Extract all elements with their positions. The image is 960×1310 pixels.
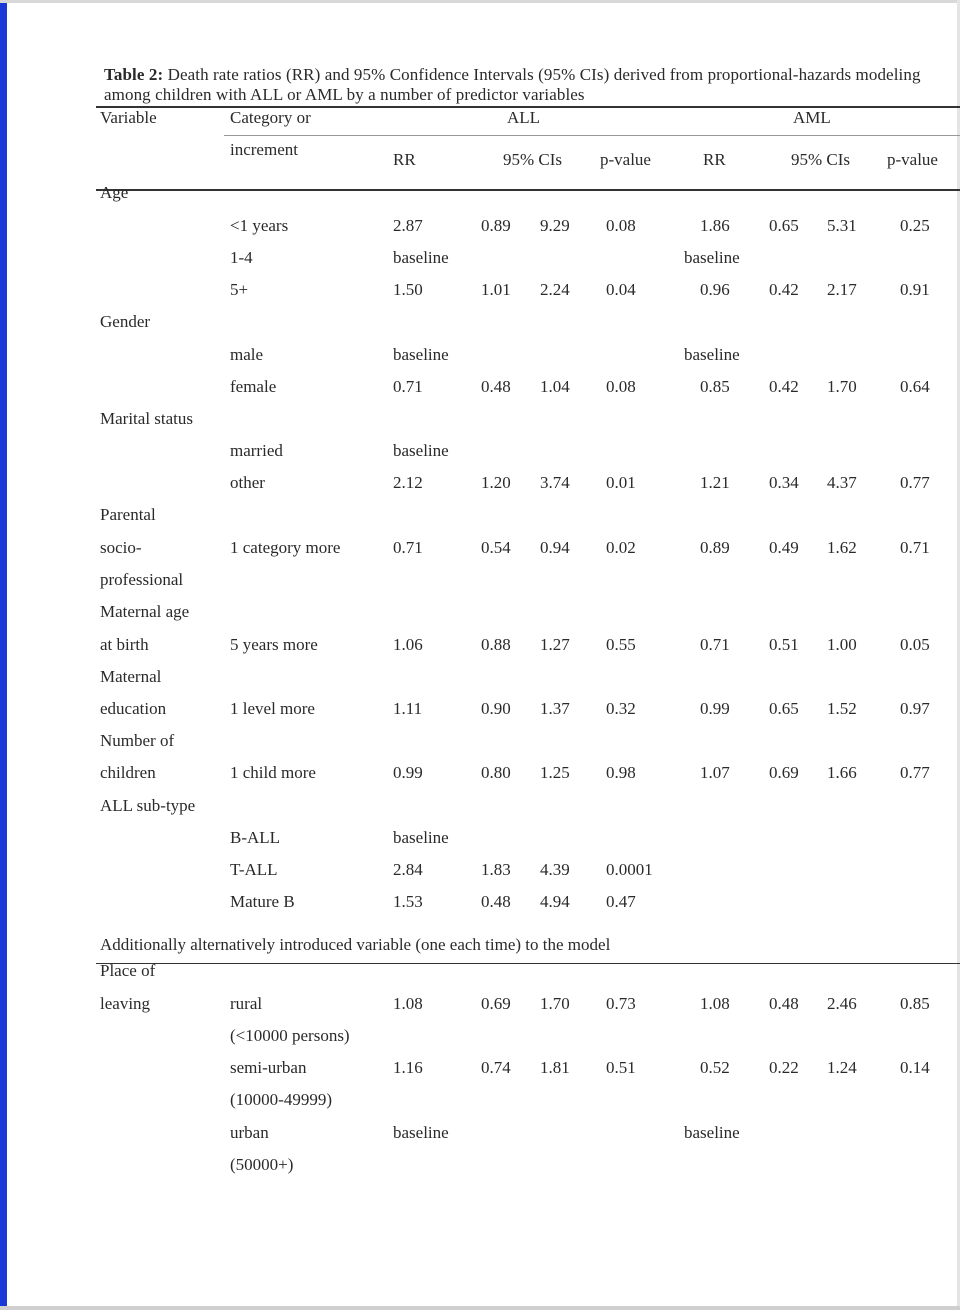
cell-category: urban [230, 1123, 269, 1142]
cell-all-p: 0.0001 [606, 860, 653, 879]
cell-aml-rr: 0.89 [700, 538, 730, 557]
cell-aml-p: 0.64 [900, 377, 930, 396]
cell-category: married [230, 441, 283, 460]
table-caption-text: Death rate ratios (RR) and 95% Confidence Intervals (95% CIs) derived from proportional-hazards modeling among children with ALL or AML by a number of predictor variables [104, 65, 921, 104]
table-caption [104, 65, 944, 105]
header-rule [96, 189, 960, 191]
cell-category: semi-urban [230, 1058, 307, 1077]
cell-all-rr: baseline [393, 828, 449, 847]
cell-all-rr: 1.53 [393, 892, 423, 911]
cell-aml-ci-high: 4.37 [827, 473, 857, 492]
cell-all-rr: baseline [393, 248, 449, 267]
cell-all-ci-low: 0.90 [481, 699, 511, 718]
header-increment: increment [230, 140, 298, 159]
cell-category: male [230, 345, 264, 364]
header-aml-ci: 95% CIs [791, 150, 851, 169]
cell-aml-p: 0.77 [900, 763, 930, 782]
scan-left-edge [0, 0, 7, 1310]
cell-variable: Place of [100, 961, 156, 980]
cell-variable: Marital status [100, 409, 194, 428]
cell-aml-ci-high: 1.00 [827, 635, 857, 654]
cell-category: (<10000 persons) [230, 1026, 350, 1045]
cell-variable: Maternal [100, 667, 162, 686]
cell-variable: Gender [100, 312, 151, 331]
cell-all-ci-high: 4.39 [540, 860, 570, 879]
section-rule [96, 963, 960, 964]
cell-all-rr: 0.71 [393, 377, 423, 396]
cell-all-rr: 2.87 [393, 216, 423, 235]
cell-variable: education [100, 699, 167, 718]
cell-aml-rr: 1.07 [700, 763, 730, 782]
cell-aml-rr: 0.52 [700, 1058, 730, 1077]
cell-variable: professional [100, 570, 184, 589]
cell-all-ci-low: 0.89 [481, 216, 511, 235]
cell-aml-ci-high: 1.62 [827, 538, 857, 557]
cell-all-ci-low: 0.48 [481, 377, 511, 396]
cell-all-p: 0.55 [606, 635, 636, 654]
cell-category: (10000-49999) [230, 1090, 332, 1109]
group-rule [224, 135, 960, 136]
cell-aml-p: 0.85 [900, 994, 930, 1013]
cell-aml-p: 0.77 [900, 473, 930, 492]
cell-all-ci-low: 1.83 [481, 860, 511, 879]
cell-variable: leaving [100, 994, 151, 1013]
cell-all-p: 0.08 [606, 377, 636, 396]
cell-all-rr: 1.50 [393, 280, 423, 299]
cell-all-ci-high: 1.27 [540, 635, 570, 654]
cell-all-p: 0.47 [606, 892, 636, 911]
cell-all-rr: baseline [393, 441, 449, 460]
cell-all-ci-low: 1.01 [481, 280, 511, 299]
cell-category: other [230, 473, 265, 492]
cell-aml-ci-high: 1.24 [827, 1058, 857, 1077]
cell-all-rr: 0.71 [393, 538, 423, 557]
cell-category: 5+ [230, 280, 249, 299]
cell-all-rr: 1.16 [393, 1058, 423, 1077]
cell-all-ci-low: 0.88 [481, 635, 511, 654]
cell-all-ci-low: 0.74 [481, 1058, 511, 1077]
cell-aml-p: 0.97 [900, 699, 930, 718]
cell-aml-rr: baseline [684, 1123, 740, 1142]
cell-aml-rr: 0.85 [700, 377, 730, 396]
cell-variable: Number of [100, 731, 175, 750]
header-aml-group: AML [793, 108, 831, 127]
cell-aml-ci-low: 0.34 [769, 473, 799, 492]
header-aml-rr: RR [703, 150, 726, 169]
cell-aml-rr: 0.96 [700, 280, 730, 299]
cell-all-rr: 1.06 [393, 635, 423, 654]
cell-all-ci-high: 1.25 [540, 763, 570, 782]
cell-all-ci-high: 1.70 [540, 994, 570, 1013]
cell-aml-ci-low: 0.69 [769, 763, 799, 782]
header-all-p: p-value [600, 150, 651, 169]
cell-category: 5 years more [230, 635, 318, 654]
cell-all-rr: baseline [393, 1123, 449, 1142]
cell-all-p: 0.02 [606, 538, 636, 557]
cell-category: T-ALL [230, 860, 278, 879]
cell-all-ci-low: 1.20 [481, 473, 511, 492]
cell-aml-ci-low: 0.65 [769, 699, 799, 718]
cell-aml-rr: 0.71 [700, 635, 730, 654]
scan-bottom-edge [0, 1306, 960, 1310]
cell-all-rr: baseline [393, 345, 449, 364]
scan-top-edge [0, 0, 960, 3]
cell-all-ci-low: 0.54 [481, 538, 511, 557]
cell-aml-p: 0.25 [900, 216, 930, 235]
cell-all-ci-high: 1.04 [540, 377, 570, 396]
cell-aml-rr: 0.99 [700, 699, 730, 718]
cell-category: rural [230, 994, 263, 1013]
cell-aml-ci-high: 2.46 [827, 994, 857, 1013]
cell-variable: Age [100, 183, 129, 202]
cell-aml-ci-high: 1.52 [827, 699, 857, 718]
cell-aml-ci-high: 5.31 [827, 216, 857, 235]
cell-variable: socio- [100, 538, 142, 557]
cell-category: 1 child more [230, 763, 316, 782]
cell-all-ci-low: 0.48 [481, 892, 511, 911]
cell-aml-ci-low: 0.42 [769, 377, 799, 396]
cell-all-ci-high: 2.24 [540, 280, 570, 299]
cell-all-p: 0.98 [606, 763, 636, 782]
cell-aml-p: 0.91 [900, 280, 930, 299]
table-caption-label: Table 2: [104, 65, 164, 84]
cell-category: <1 years [230, 216, 289, 235]
cell-all-p: 0.08 [606, 216, 636, 235]
cell-all-rr: 0.99 [393, 763, 423, 782]
cell-all-rr: 1.11 [393, 699, 423, 718]
cell-aml-p: 0.71 [900, 538, 930, 557]
cell-variable: Maternal age [100, 602, 190, 621]
cell-variable: ALL sub-type [100, 796, 196, 815]
cell-aml-ci-low: 0.51 [769, 635, 799, 654]
cell-all-ci-high: 0.94 [540, 538, 570, 557]
cell-aml-p: 0.05 [900, 635, 930, 654]
cell-aml-ci-high: 1.70 [827, 377, 857, 396]
header-aml-p: p-value [887, 150, 938, 169]
cell-variable: at birth [100, 635, 149, 654]
cell-all-p: 0.73 [606, 994, 636, 1013]
cell-all-ci-high: 3.74 [540, 473, 570, 492]
cell-aml-rr: 1.86 [700, 216, 730, 235]
cell-all-p: 0.04 [606, 280, 636, 299]
cell-aml-rr: 1.08 [700, 994, 730, 1013]
cell-aml-rr: baseline [684, 345, 740, 364]
cell-variable: Parental [100, 505, 156, 524]
cell-variable: children [100, 763, 156, 782]
section-note: Additionally alternatively introduced variable (one each time) to the model [100, 935, 611, 954]
cell-aml-ci-low: 0.65 [769, 216, 799, 235]
cell-all-rr: 2.84 [393, 860, 423, 879]
cell-all-ci-high: 1.37 [540, 699, 570, 718]
cell-all-p: 0.51 [606, 1058, 636, 1077]
cell-category: Mature B [230, 892, 295, 911]
cell-aml-ci-low: 0.48 [769, 994, 799, 1013]
header-all-rr: RR [393, 150, 416, 169]
cell-all-p: 0.32 [606, 699, 636, 718]
cell-all-ci-high: 4.94 [540, 892, 570, 911]
cell-category: 1-4 [230, 248, 253, 267]
cell-all-p: 0.01 [606, 473, 636, 492]
cell-category: 1 category more [230, 538, 341, 557]
cell-aml-ci-high: 2.17 [827, 280, 857, 299]
cell-aml-ci-low: 0.42 [769, 280, 799, 299]
cell-aml-ci-low: 0.49 [769, 538, 799, 557]
cell-category: female [230, 377, 277, 396]
header-variable: Variable [100, 108, 157, 127]
cell-aml-p: 0.14 [900, 1058, 930, 1077]
cell-all-rr: 2.12 [393, 473, 423, 492]
cell-all-ci-low: 0.69 [481, 994, 511, 1013]
cell-all-rr: 1.08 [393, 994, 423, 1013]
header-category: Category or [230, 108, 311, 127]
cell-all-ci-high: 1.81 [540, 1058, 570, 1077]
cell-aml-rr: 1.21 [700, 473, 730, 492]
cell-aml-ci-low: 0.22 [769, 1058, 799, 1077]
header-all-ci: 95% CIs [503, 150, 563, 169]
header-all-group: ALL [507, 108, 541, 127]
cell-category: B-ALL [230, 828, 281, 847]
cell-all-ci-low: 0.80 [481, 763, 511, 782]
cell-aml-rr: baseline [684, 248, 740, 267]
cell-aml-ci-high: 1.66 [827, 763, 857, 782]
cell-category: 1 level more [230, 699, 315, 718]
cell-all-ci-high: 9.29 [540, 216, 570, 235]
cell-category: (50000+) [230, 1155, 294, 1174]
